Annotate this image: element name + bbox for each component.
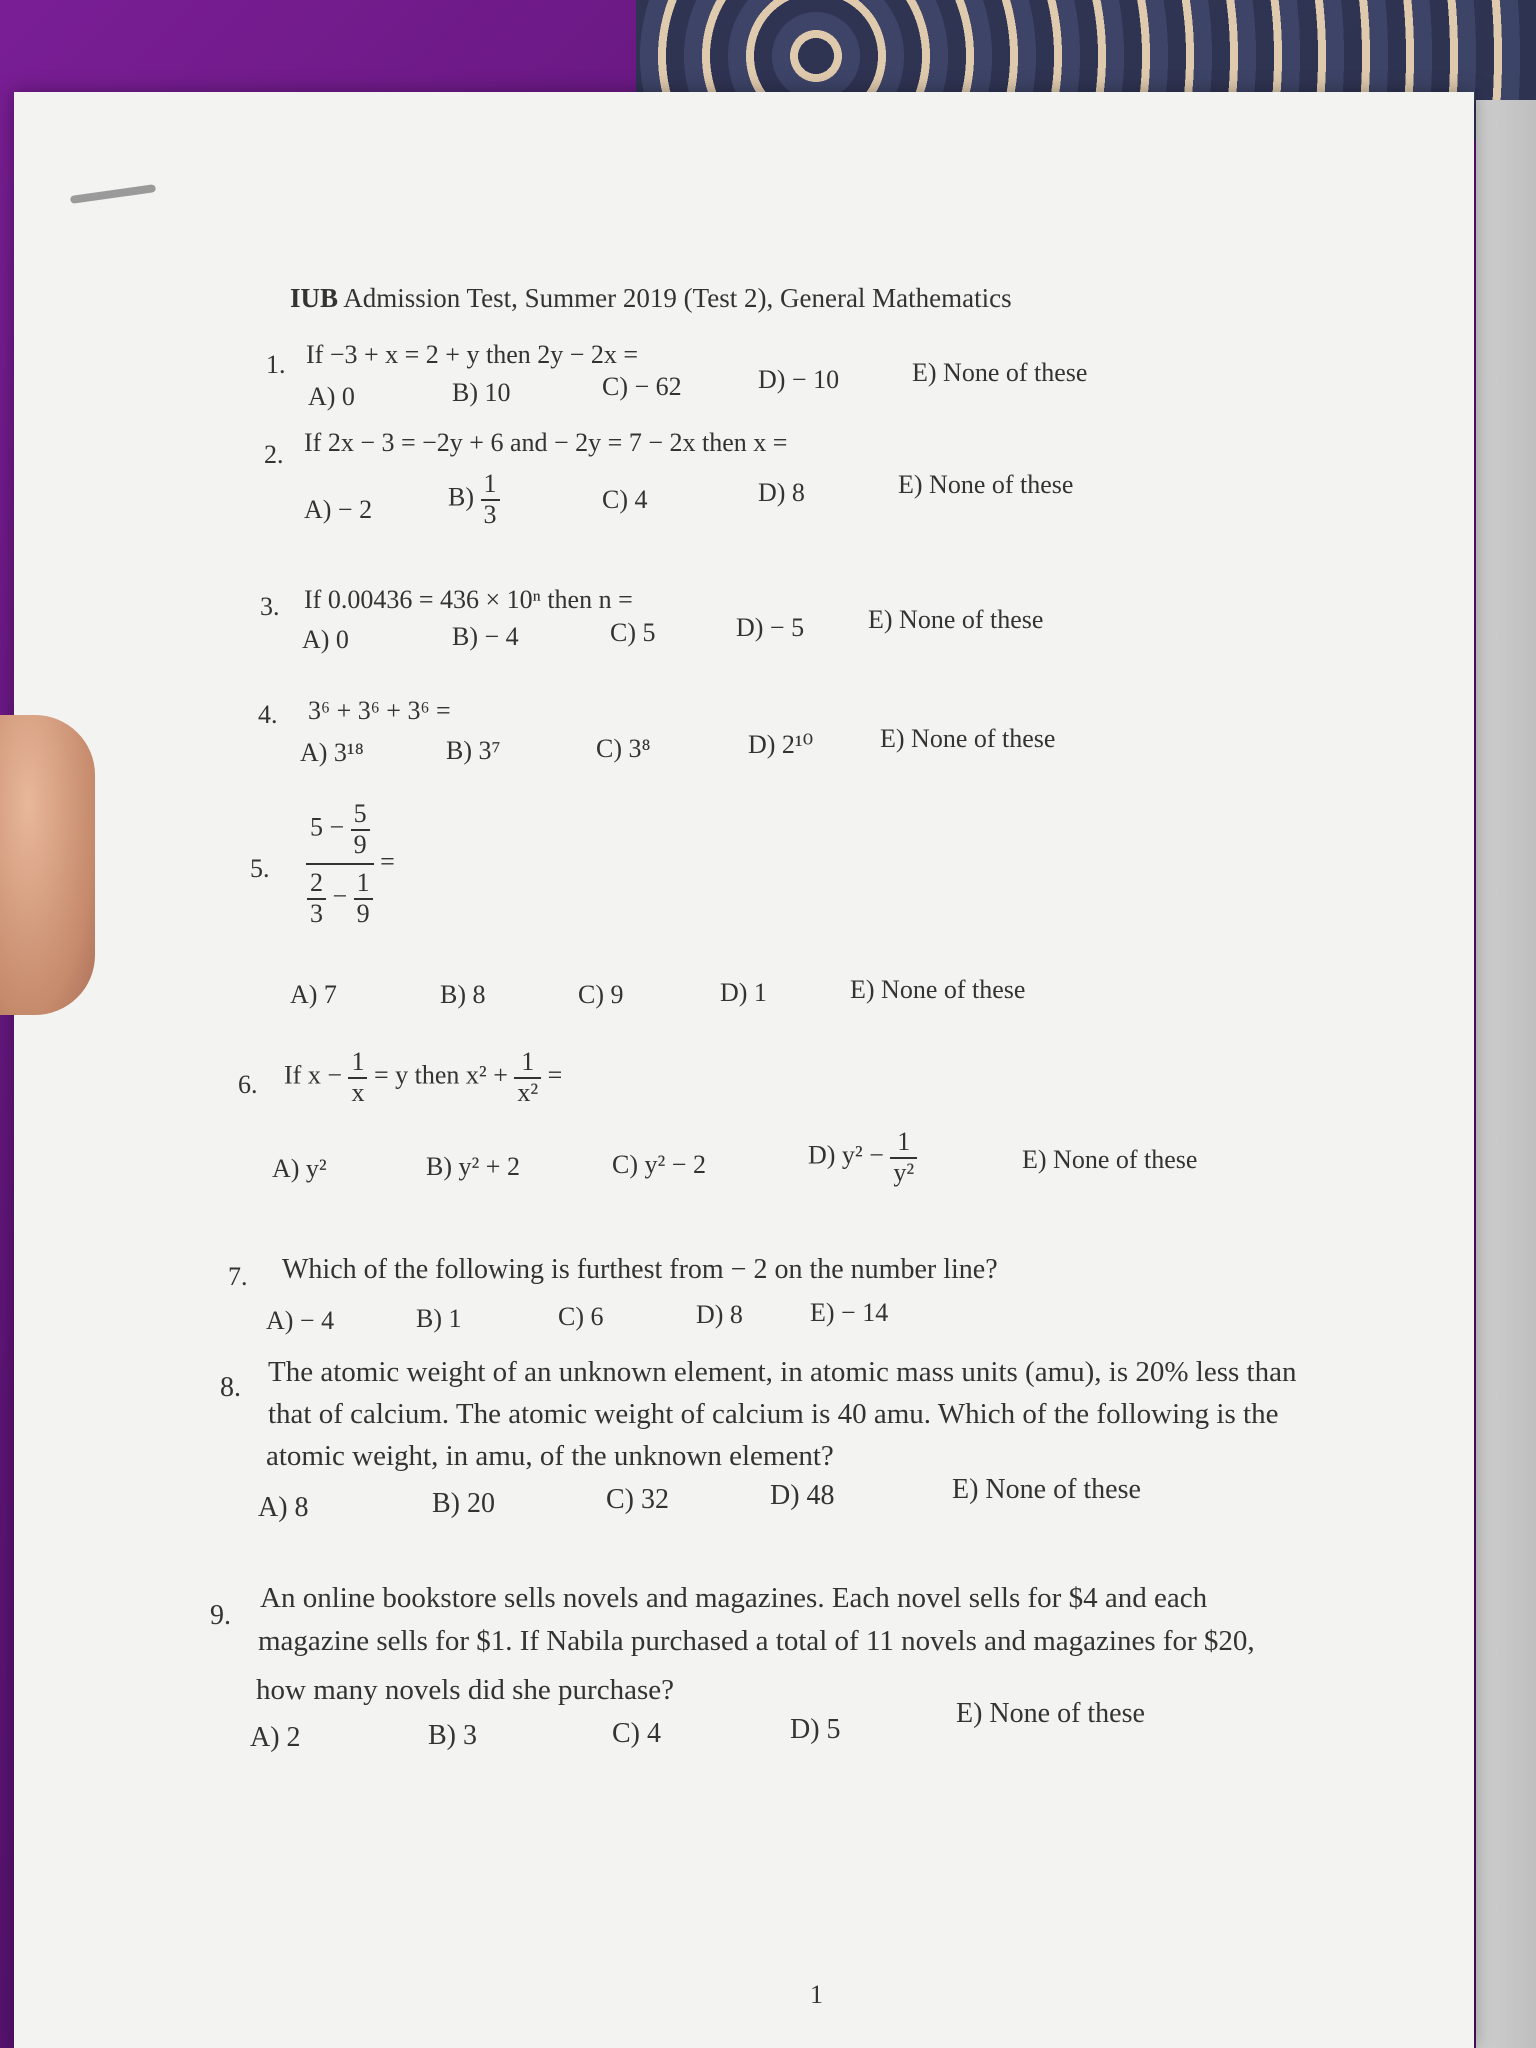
option-a: A) 0 [308,382,355,411]
option-e: E) − 14 [810,1298,889,1327]
question-number: 3. [260,592,280,621]
option-e: E) None of these [1022,1145,1198,1174]
option-b: B) 1 [416,1304,462,1333]
option-d: D) 8 [696,1300,743,1329]
option-c: C) 6 [558,1302,604,1331]
option-e: E) None of these [912,358,1088,387]
fraction: $\frac{1}{3}$ [481,470,500,529]
question-number: 2. [264,440,284,469]
option-d: D) 2¹⁰ [748,730,814,759]
option-e: E) None of these [898,470,1074,499]
question-text: If 2x − 3 = −2y + 6 and − 2y = 7 − 2x then x = [304,428,788,457]
option-b: B) 3⁷ [446,736,501,765]
option-a: A) 3¹⁸ [300,738,364,767]
option-e: E) None of these [880,724,1056,753]
question-text: If 0.00436 = 436 × 10ⁿ then n = [304,585,633,614]
option-d: D) y² − $\frac{1}{\text{y²}}$ [808,1128,917,1187]
option-a: A) 7 [290,980,337,1009]
question-text: If x − $\frac{1}{x}$ = y then x² + $\frac{1}{\text{x²}}$ = [284,1047,563,1107]
complex-fraction: 5 − $\frac{5}{9}$ $\frac{2}{3}$ − $\frac{1}{9}$ = [306,800,395,928]
question-number: 7. [228,1262,248,1291]
option-a: A) 0 [302,625,349,654]
option-a: A) − 4 [266,1306,335,1335]
option-d: D) 8 [758,478,805,507]
fraction: $\frac{1}{\text{y²}}$ [890,1128,917,1187]
question-line: how many novels did she purchase? [256,1674,674,1706]
question-number: 5. [250,854,270,883]
option-c: C) 3⁸ [596,734,651,763]
fraction: $\frac{1}{x}$ [348,1048,367,1107]
option-d: D) − 5 [736,613,805,642]
option-c: C) 5 [610,618,656,647]
option-a: A) y² [272,1154,327,1183]
option-b: B) 3 [428,1720,477,1751]
option-e: E) None of these [868,605,1044,634]
option-c: C) 4 [602,485,648,514]
fraction: $\frac{2}{3}$ [307,869,326,928]
option-d: D) 5 [790,1714,841,1745]
question-number: 8. [220,1372,241,1403]
question-line: that of calcium. The atomic weight of calcium is 40 amu. Which of the following is the [268,1398,1279,1430]
option-e: E) None of these [952,1474,1141,1505]
question-text: Which of the following is furthest from − 2 on the number line? [282,1254,998,1285]
option-b: B) − 4 [452,622,519,651]
option-c: C) 9 [578,980,624,1009]
question-number: 9. [210,1600,231,1631]
option-c: C) y² − 2 [612,1150,706,1179]
question-number: 1. [266,350,286,379]
option-e: E) None of these [956,1698,1145,1729]
option-b: B) 8 [440,980,486,1009]
option-e: E) None of these [850,975,1026,1004]
question-text: If −3 + x = 2 + y then 2y − 2x = [306,340,639,369]
option-c: C) − 62 [602,372,682,401]
question-text: 3⁶ + 3⁶ + 3⁶ = [308,696,451,725]
option-a: A) 8 [258,1492,309,1523]
option-b: B) 10 [452,378,511,407]
thumb [0,715,95,1015]
question-line: The atomic weight of an unknown element, in atomic mass units (amu), is 20% less than [268,1356,1297,1388]
option-c: C) 32 [606,1484,669,1515]
fraction: $\frac{1}{9}$ [354,869,373,928]
option-d: D) 1 [720,978,767,1007]
option-b: B) y² + 2 [426,1152,520,1181]
option-a: A) − 2 [304,495,373,524]
option-d: D) − 10 [758,365,840,394]
option-a: A) 2 [250,1722,301,1753]
option-b: B) 20 [432,1488,495,1519]
question-number: 6. [238,1070,258,1099]
question-line: magazine sells for $1. If Nabila purchased a total of 11 novels and magazines for $20, [258,1625,1255,1657]
question-number: 4. [258,700,278,729]
fraction: $\frac{5}{9}$ [351,800,370,859]
page-title: IUB Admission Test, Summer 2019 (Test 2), General Mathematics [290,283,1012,313]
option-c: C) 4 [612,1718,661,1749]
question-line: atomic weight, in amu, of the unknown element? [266,1440,834,1472]
option-d: D) 48 [770,1480,835,1511]
page-number: 1 [810,1980,823,2009]
fraction: $\frac{1}{\text{x²}}$ [514,1048,541,1107]
question-line: An online bookstore sells novels and magazines. Each novel sells for $4 and each [260,1582,1208,1614]
option-b: B) $\frac{1}{3}$ [448,470,500,529]
